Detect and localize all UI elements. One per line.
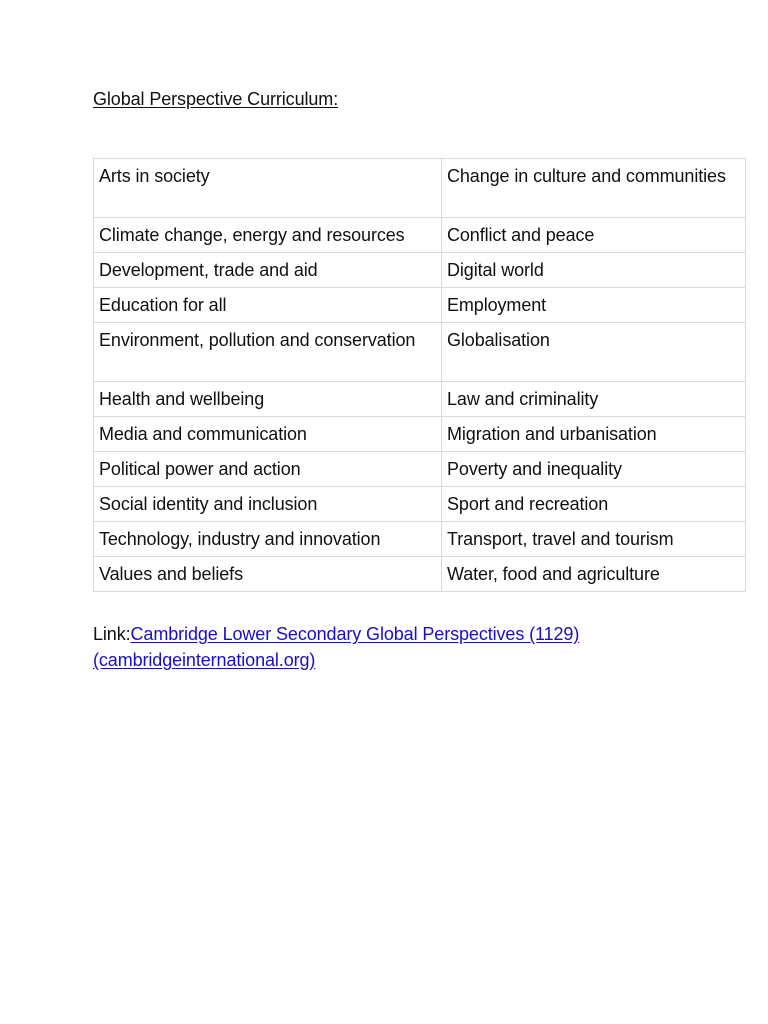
table-cell: Migration and urbanisation: [442, 417, 746, 452]
document-title: Global Perspective Curriculum:: [93, 89, 339, 109]
curriculum-link[interactable]: Cambridge Lower Secondary Global Perspectives (1129) (cambridgeinternational.org): [93, 624, 580, 670]
table-cell: Climate change, energy and resources: [94, 218, 442, 253]
table-row: [94, 218, 746, 253]
topics-table: [93, 158, 746, 592]
table-cell: Media and communication: [94, 417, 442, 452]
table-cell: Political power and action: [94, 452, 442, 487]
table-cell: Water, food and agriculture: [442, 557, 746, 592]
table-cell: Employment: [442, 288, 746, 323]
table-row: [94, 522, 746, 557]
table-row: [94, 557, 746, 592]
link-prefix: Link:: [93, 624, 131, 644]
link-paragraph: [93, 621, 653, 673]
table-cell: Arts in society: [94, 159, 442, 218]
table-cell: Globalisation: [442, 323, 746, 382]
table-cell: Technology, industry and innovation: [94, 522, 442, 557]
table-row: [94, 452, 746, 487]
table-row: [94, 417, 746, 452]
table-cell: Values and beliefs: [94, 557, 442, 592]
table-cell: Conflict and peace: [442, 218, 746, 253]
table-cell: Social identity and inclusion: [94, 487, 442, 522]
table-cell: Development, trade and aid: [94, 253, 442, 288]
table-cell: Education for all: [94, 288, 442, 323]
table-cell: Health and wellbeing: [94, 382, 442, 417]
table-row: [94, 487, 746, 522]
table-cell: Digital world: [442, 253, 746, 288]
table-row: [94, 159, 746, 218]
table-row: [94, 288, 746, 323]
topics-table-body: [94, 159, 746, 592]
table-cell: Change in culture and communities: [442, 159, 746, 218]
table-cell: Environment, pollution and conservation: [94, 323, 442, 382]
table-cell: Sport and recreation: [442, 487, 746, 522]
table-row: [94, 323, 746, 382]
table-row: [94, 253, 746, 288]
table-row: [94, 382, 746, 417]
table-cell: Transport, travel and tourism: [442, 522, 746, 557]
table-cell: Law and criminality: [442, 382, 746, 417]
table-cell: Poverty and inequality: [442, 452, 746, 487]
